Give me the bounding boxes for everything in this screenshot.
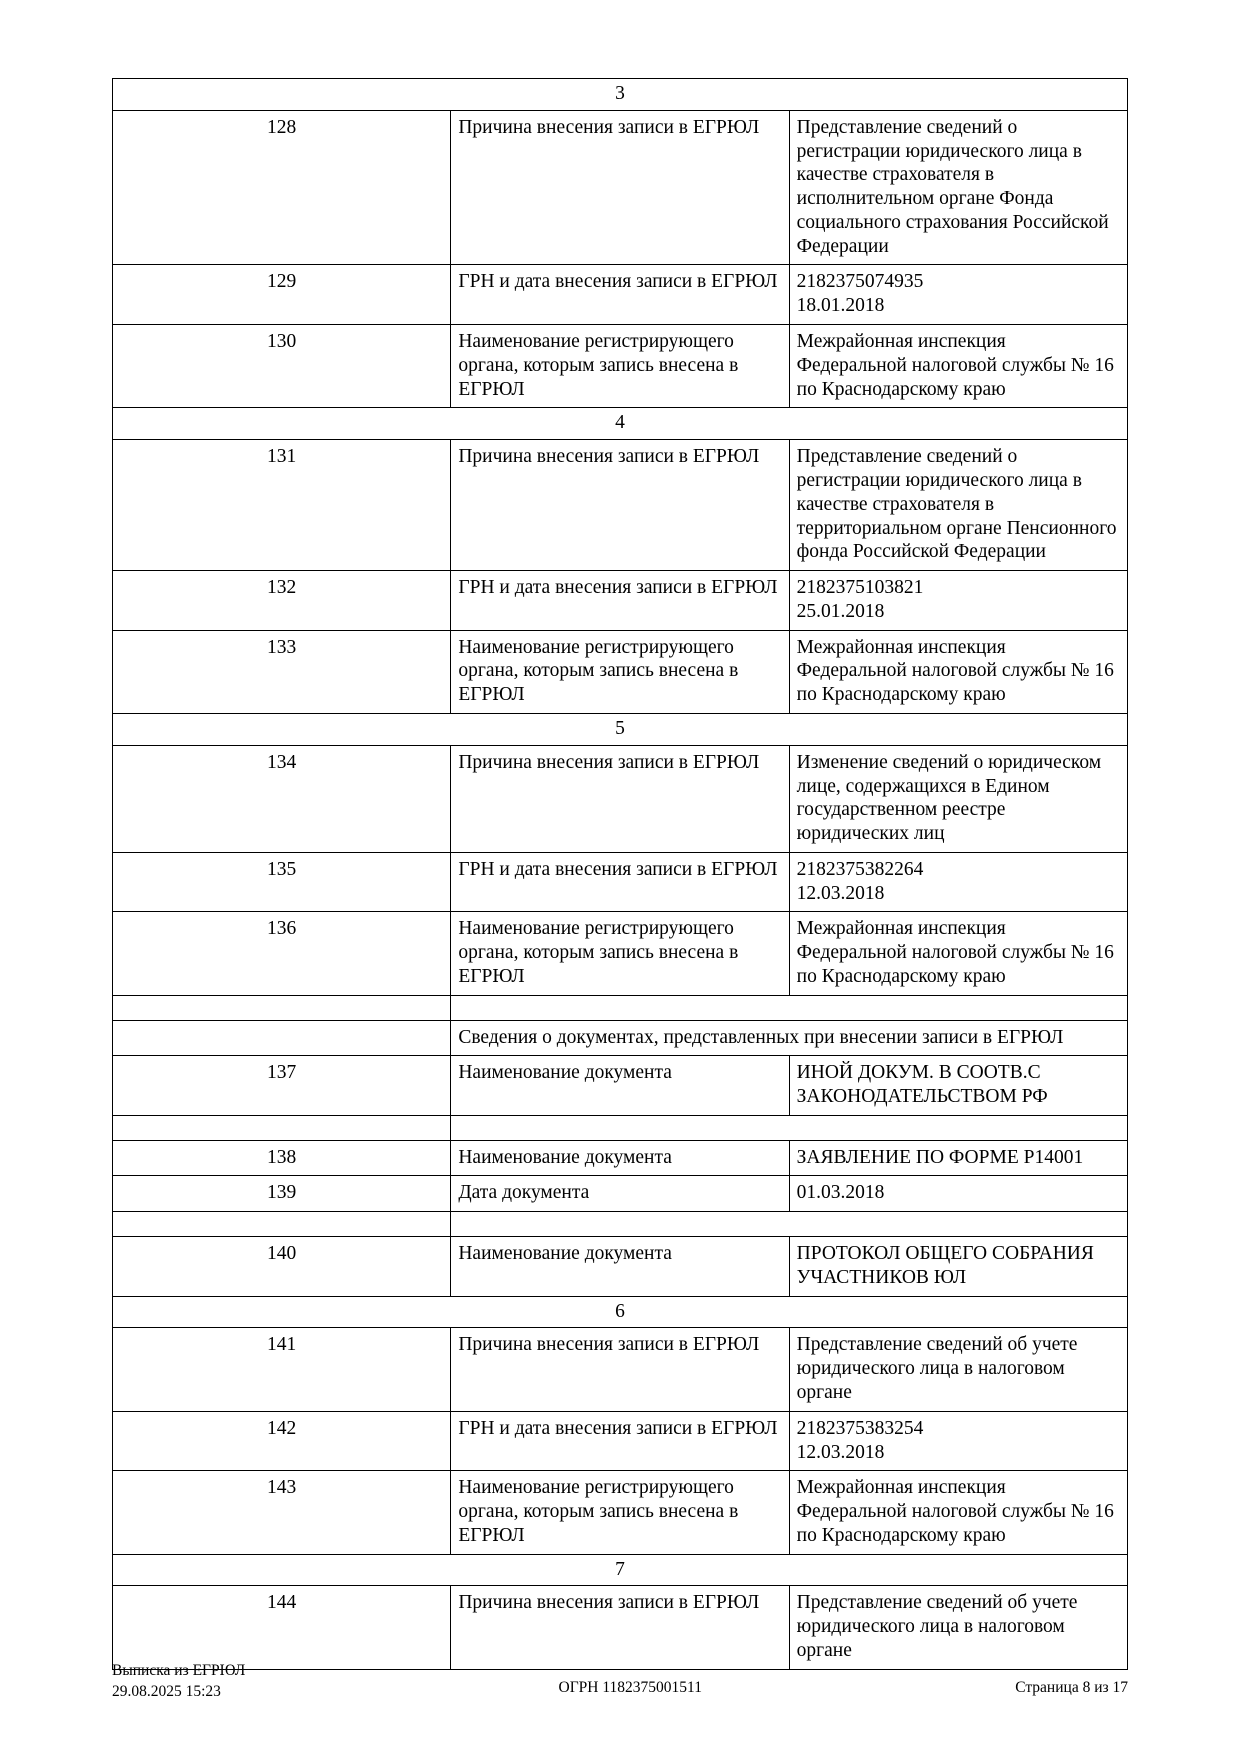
row-label: Наименование регистрирующего органа, которым запись внесена в ЕГРЮЛ: [451, 630, 789, 713]
row-number: 143: [113, 1471, 451, 1554]
row-number: 140: [113, 1237, 451, 1297]
spacer-cell-left: [113, 1115, 451, 1140]
row-number: 142: [113, 1411, 451, 1471]
egrul-table-body: [113, 79, 1128, 1670]
spacer-cell-right: [451, 1212, 1128, 1237]
row-value: Представление сведений о регистрации юридического лица в качестве страхователя в исполнительном органе Фонда социального страхования Российской Федерации: [789, 110, 1127, 265]
table-row: [113, 325, 1128, 408]
row-value: ЗАЯВЛЕНИЕ ПО ФОРМЕ Р14001: [789, 1140, 1127, 1176]
footer-timestamp: 29.08.2025 15:23: [112, 1683, 221, 1701]
row-number: 133: [113, 630, 451, 713]
spacer-cell-left: [113, 1212, 451, 1237]
row-value: Изменение сведений о юридическом лице, содержащихся в Едином государственном реестре юридических лиц: [789, 745, 1127, 852]
table-row: [113, 630, 1128, 713]
row-value: 2182375103821 25.01.2018: [789, 571, 1127, 631]
table-spacer-row: [113, 1115, 1128, 1140]
subheader-text: Сведения о документах, представленных при внесении записи в ЕГРЮЛ: [451, 1020, 1128, 1056]
row-label: ГРН и дата внесения записи в ЕГРЮЛ: [451, 852, 789, 912]
table-row: [113, 571, 1128, 631]
row-number: 132: [113, 571, 451, 631]
section-number: 4: [113, 408, 1128, 440]
row-label: ГРН и дата внесения записи в ЕГРЮЛ: [451, 1411, 789, 1471]
row-number: 141: [113, 1328, 451, 1411]
footer-left: [112, 1661, 245, 1703]
footer-document-title: Выписка из ЕГРЮЛ: [112, 1662, 246, 1680]
row-label: ГРН и дата внесения записи в ЕГРЮЛ: [451, 571, 789, 631]
subheader-empty-cell: [113, 1020, 451, 1056]
row-label: Наименование документа: [451, 1237, 789, 1297]
section-number: 5: [113, 713, 1128, 745]
spacer-cell-left: [113, 995, 451, 1020]
row-number: 129: [113, 265, 451, 325]
section-number: 7: [113, 1554, 1128, 1586]
row-label: Наименование регистрирующего органа, которым запись внесена в ЕГРЮЛ: [451, 1471, 789, 1554]
row-number: 130: [113, 325, 451, 408]
table-row: [113, 1411, 1128, 1471]
row-number: 131: [113, 440, 451, 571]
row-value: 2182375074935 18.01.2018: [789, 265, 1127, 325]
row-value: Межрайонная инспекция Федеральной налоговой службы № 16 по Краснодарскому краю: [789, 912, 1127, 995]
spacer-cell-right: [451, 995, 1128, 1020]
table-section-header: [113, 713, 1128, 745]
table-spacer-row: [113, 995, 1128, 1020]
egrul-records-table: [112, 78, 1128, 1670]
table-row: [113, 265, 1128, 325]
table-row: [113, 1056, 1128, 1116]
row-number: 139: [113, 1176, 451, 1212]
table-section-header: [113, 408, 1128, 440]
row-number: 138: [113, 1140, 451, 1176]
row-label: Причина внесения записи в ЕГРЮЛ: [451, 1328, 789, 1411]
row-value: 01.03.2018: [789, 1176, 1127, 1212]
row-number: 137: [113, 1056, 451, 1116]
row-label: Наименование документа: [451, 1056, 789, 1116]
row-label: Наименование регистрирующего органа, которым запись внесена в ЕГРЮЛ: [451, 325, 789, 408]
footer-page-number: Страница 8 из 17: [1015, 1679, 1128, 1697]
page-footer: [112, 1661, 1128, 1703]
row-number: 136: [113, 912, 451, 995]
row-label: Наименование документа: [451, 1140, 789, 1176]
table-row: [113, 1328, 1128, 1411]
footer-ogrn: ОГРН 1182375001511: [558, 1679, 702, 1697]
row-label: Наименование регистрирующего органа, которым запись внесена в ЕГРЮЛ: [451, 912, 789, 995]
table-section-header: [113, 1296, 1128, 1328]
row-value: Представление сведений об учете юридического лица в налоговом органе: [789, 1586, 1127, 1669]
table-subheader-row: [113, 1020, 1128, 1056]
row-value: Представление сведений о регистрации юридического лица в качестве страхователя в территориальном органе Пенсионного фонда Российской Федерации: [789, 440, 1127, 571]
table-row: [113, 1140, 1128, 1176]
row-label: Причина внесения записи в ЕГРЮЛ: [451, 110, 789, 265]
section-number: 3: [113, 79, 1128, 111]
row-label: Причина внесения записи в ЕГРЮЛ: [451, 745, 789, 852]
table-row: [113, 1586, 1128, 1669]
table-spacer-row: [113, 1212, 1128, 1237]
table-row: [113, 1471, 1128, 1554]
row-value: ИНОЙ ДОКУМ. В СООТВ.С ЗАКОНОДАТЕЛЬСТВОМ РФ: [789, 1056, 1127, 1116]
row-value: 2182375383254 12.03.2018: [789, 1411, 1127, 1471]
row-number: 134: [113, 745, 451, 852]
table-row: [113, 912, 1128, 995]
spacer-cell-right: [451, 1115, 1128, 1140]
row-number: 144: [113, 1586, 451, 1669]
table-section-header: [113, 1554, 1128, 1586]
row-label: Причина внесения записи в ЕГРЮЛ: [451, 440, 789, 571]
table-row: [113, 852, 1128, 912]
row-value: ПРОТОКОЛ ОБЩЕГО СОБРАНИЯ УЧАСТНИКОВ ЮЛ: [789, 1237, 1127, 1297]
table-row: [113, 110, 1128, 265]
row-number: 135: [113, 852, 451, 912]
row-label: Причина внесения записи в ЕГРЮЛ: [451, 1586, 789, 1669]
row-label: Дата документа: [451, 1176, 789, 1212]
row-label: ГРН и дата внесения записи в ЕГРЮЛ: [451, 265, 789, 325]
row-value: Межрайонная инспекция Федеральной налоговой службы № 16 по Краснодарскому краю: [789, 1471, 1127, 1554]
table-row: [113, 440, 1128, 571]
footer-row: [112, 1661, 1128, 1703]
row-value: Межрайонная инспекция Федеральной налоговой службы № 16 по Краснодарскому краю: [789, 630, 1127, 713]
row-value: Представление сведений об учете юридического лица в налоговом органе: [789, 1328, 1127, 1411]
table-row: [113, 1176, 1128, 1212]
row-value: 2182375382264 12.03.2018: [789, 852, 1127, 912]
row-number: 128: [113, 110, 451, 265]
table-row: [113, 745, 1128, 852]
table-row: [113, 1237, 1128, 1297]
row-value: Межрайонная инспекция Федеральной налоговой службы № 16 по Краснодарскому краю: [789, 325, 1127, 408]
section-number: 6: [113, 1296, 1128, 1328]
table-section-header: [113, 79, 1128, 111]
